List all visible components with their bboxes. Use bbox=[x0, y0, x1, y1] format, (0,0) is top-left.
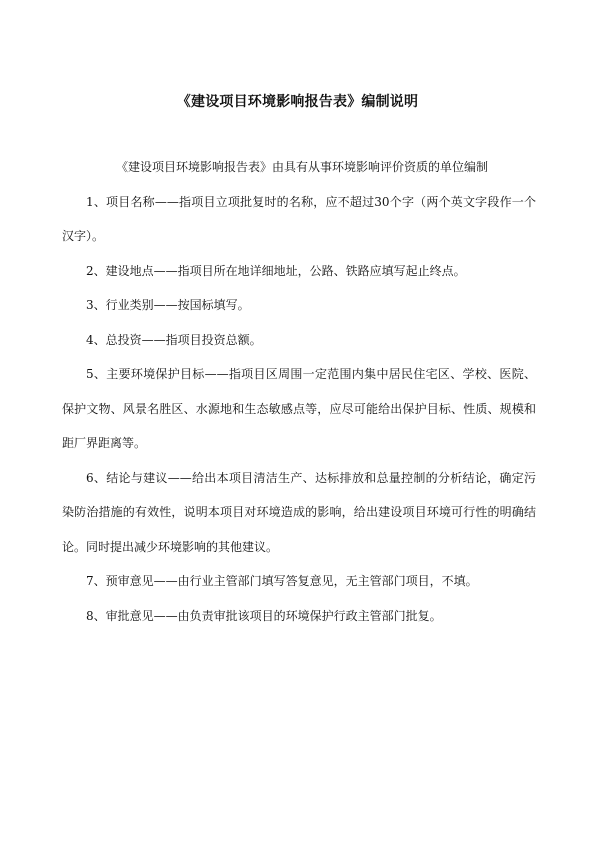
instruction-item-1: 1、项目名称——指项目立项批复时的名称，应不超过30个字（两个英文字段作一个汉字）。 bbox=[62, 194, 536, 243]
intro-paragraph: 《建设项目环境影响报告表》由具有从事环境影响评价资质的单位编制 bbox=[116, 160, 489, 174]
instruction-item-8: 8、审批意见——由负责审批该项目的环境保护行政主管部门批复。 bbox=[86, 608, 442, 623]
instruction-item-7: 7、预审意见——由行业主管部门填写答复意见，无主管部门项目，不填。 bbox=[86, 574, 478, 588]
instruction-item-3: 3、行业类别——按国标填写。 bbox=[86, 298, 250, 312]
instruction-item-4: 4、总投资——指项目投资总额。 bbox=[86, 332, 262, 347]
instruction-item-5: 5、主要环境保护目标——指项目区周围一定范围内集中居民住宅区、学校、医院、保护文物、风景名胜区、水源地和生态敏感点等，应尽可能给出保护目标、性质、规模和距厂界距离等。 bbox=[62, 367, 536, 450]
instruction-item-2: 2、建设地点——指项目所在地详细地址，公路、铁路应填写起止终点。 bbox=[86, 263, 466, 278]
instruction-item-6: 6、结论与建议——给出本项目清洁生产、达标排放和总量控制的分析结论，确定污染防治措施的有效性，说明本项目对环境造成的影响，给出建设项目环境可行性的明确结论。同时提出减少环境影响的其他建议。 bbox=[62, 470, 536, 554]
document-body bbox=[62, 150, 536, 633]
document-title: 《建设项目环境影响报告表》编制说明 bbox=[176, 94, 419, 110]
